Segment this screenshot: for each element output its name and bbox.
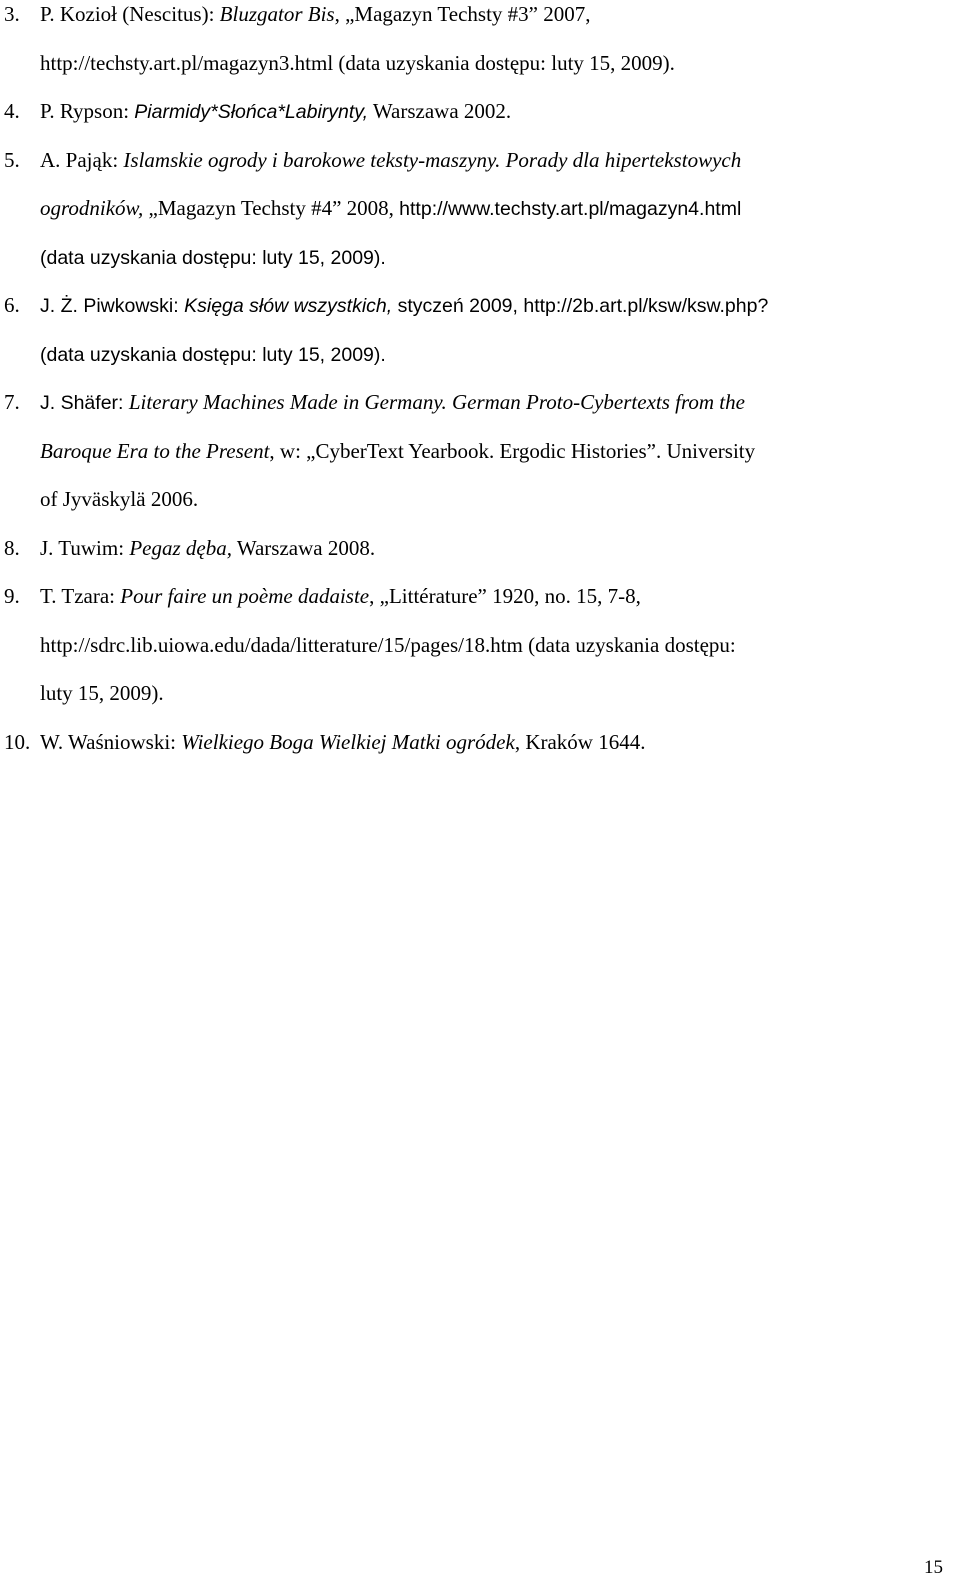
reference-number: 4. <box>4 99 20 123</box>
italic-title-text: Piarmidy*Słońca*Labirynty, <box>134 101 369 123</box>
reference-line <box>40 148 741 173</box>
reference-text: http://sdrc.lib.uiowa.edu/dada/litterature/15/pages/18.htm (data uzyskania dostępu: <box>40 632 736 657</box>
reference-line <box>40 730 645 755</box>
reference-text: (data uzyskania dostępu: luty 15, 2009). <box>40 343 386 366</box>
reference-number: 8. <box>4 535 20 560</box>
page-number: 15 <box>924 1557 943 1578</box>
italic-title-text: Pegaz dęba, <box>129 535 232 560</box>
italic-title-text: Bluzgator Bis <box>219 2 335 26</box>
reference-text: P. Rypson: <box>40 99 135 123</box>
reference-line <box>40 487 198 512</box>
reference-line <box>40 245 386 270</box>
reference-text: J. Tuwim: <box>40 535 130 560</box>
reference-text: Warszawa 2002. <box>368 99 512 123</box>
reference-text: http://www.techsty.art.pl/magazyn4.html <box>399 198 742 220</box>
reference-line <box>40 99 511 124</box>
reference-text: luty 15, 2009). <box>40 681 164 705</box>
italic-title-text: Wielkiego Boga Wielkiej Matki ogródek <box>181 729 515 754</box>
reference-number: 5. <box>4 147 20 172</box>
reference-text: of Jyväskylä 2006. <box>40 487 199 511</box>
reference-text: , Kraków 1644. <box>514 729 646 754</box>
reference-number: 3. <box>4 2 20 26</box>
reference-text: styczeń 2009, http://2b.art.pl/ksw/ksw.php? <box>392 295 769 317</box>
italic-title-text: ogrodników, <box>40 196 144 220</box>
reference-line <box>40 390 745 415</box>
reference-text: , „Littérature” 1920, no. 15, 7-8, <box>369 584 641 608</box>
reference-text: P. Kozioł (Nescitus): <box>40 2 220 26</box>
italic-title-text: Pour faire un poème dadaiste <box>120 584 370 608</box>
reference-number: 9. <box>4 584 20 608</box>
reference-text: , „Magazyn Techsty #3” 2007, <box>334 2 591 26</box>
italic-title-text: Islamskie ogrody i barokowe teksty-maszyny. Porady dla hipertekstowych <box>123 147 742 172</box>
reference-line <box>40 51 675 76</box>
italic-title-text: Baroque Era to the Present <box>40 438 270 463</box>
reference-text: , w: „CyberText Yearbook. Ergodic Histories”. University <box>269 438 756 463</box>
reference-line <box>40 2 591 27</box>
reference-number: 6. <box>4 293 20 317</box>
reference-text: „Magazyn Techsty #4” 2008, <box>143 196 400 220</box>
italic-title-text: Księga słów wszystkich, <box>184 295 393 317</box>
italic-title-text: Literary Machines Made in Germany. German Proto-Cybertexts from the <box>128 390 745 414</box>
reference-line <box>40 196 741 221</box>
reference-text: A. Pająk: <box>40 147 124 172</box>
reference-text: (data uzyskania dostępu: luty 15, 2009). <box>40 246 386 269</box>
reference-line <box>40 584 641 609</box>
reference-text: T. Tzara: <box>40 584 121 608</box>
reference-line <box>40 342 386 367</box>
reference-line <box>40 681 164 706</box>
reference-line <box>40 293 768 318</box>
reference-number: 7. <box>4 390 20 414</box>
reference-text: J. Shäfer: <box>40 392 129 414</box>
reference-text: W. Waśniowski: <box>40 729 182 754</box>
reference-text: Warszawa 2008. <box>231 535 376 560</box>
reference-text: J. Ż. Piwkowski: <box>40 295 185 317</box>
reference-line <box>40 536 375 561</box>
reference-line <box>40 439 755 464</box>
reference-line <box>40 633 736 658</box>
reference-number: 10. <box>4 729 31 754</box>
reference-text: http://techsty.art.pl/magazyn3.html (data uzyskania dostępu: luty 15, 2009). <box>40 50 675 75</box>
